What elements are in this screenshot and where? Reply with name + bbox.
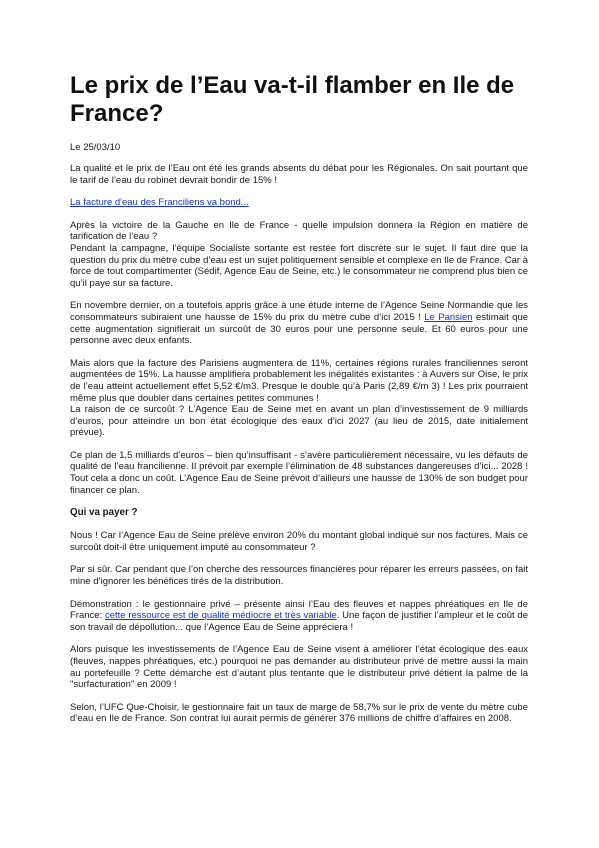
paragraph-demonstration-text: Démonstration : le gestionnaire privé – présente ainsi l’Eau des fleuves et nappes phréatiques en Ile de France: bbox=[70, 598, 528, 622]
paragraph-novembre-text: En novembre dernier, on a toutefois appris grâce à une étude interne de l’Agence Seine Normandie que les consommateurs subiraient une hausse de 15% du prix du mètre cube d’ici 2015 ! bbox=[70, 300, 528, 323]
paragraph-plan: Ce plan de 1,5 milliards d’euros – bien qu’insuffisant - s’avère particulièrement nécessaire, vu les défauts de qualité de l’eau francilienne. Il prévoit par exemple l’élimination de 48 substances dangereuses d’ici... 2028 ! Tout cela a donc un coût. L’Agence Eau de Seine prévoit d’ailleurs une hausse de 130% de son budget pour financer ce plan. bbox=[70, 449, 528, 496]
paragraph-pas-si-sur: Par si sûr. Car pendant que l’on cherche des ressources financières pour réparer les erreurs passées, on fait mine d’ignorer les bénéfices tirés de la distribution. bbox=[70, 564, 528, 588]
article bbox=[70, 72, 528, 725]
ressource-qualite-link[interactable]: cette ressource est de qualité médiocre et très variable bbox=[104, 610, 337, 622]
paragraph-novembre-text-after: estimait que cette augmentation signifierait un surcoût de 30 euros pour une personne seule. Et 60 euros pour une personne avec deux enfants. bbox=[70, 311, 529, 347]
facture-link[interactable]: La facture d'eau des Franciliens va bond... bbox=[70, 197, 249, 209]
paragraph-ufc: Selon, l’UFC Que-Choisir, le gestionnaire fait un taux de marge de 58,7% sur le prix de vente du mètre cube d’eau en Ile de France. Son contrat lui aurait permis de générer 376 millions de chiffre d’affaires en 2008. bbox=[70, 701, 528, 725]
section-heading-qui-va-payer: Qui va payer ? bbox=[70, 507, 138, 519]
paragraph-demonstration-text-after: . Une façon de justifier l’ampleur et le coût de son travail de dépollution... que l’Agence Eau de Seine appréciera ! bbox=[70, 610, 528, 633]
paragraph-investissements: Alors puisque les investissements de l’Agence Eau de Seine visent à améliorer l’état écologique des eaux (fleuves, nappes phréatiques, etc.) pourquoi ne pas demander au distributeur privé de mettre aussi la main au portefeuille ? Cette démarche est d’autant plus tentante que le distributeur privé détient la palme de la "surfacturation" en 2009 ! bbox=[70, 644, 528, 691]
paragraph-demonstration bbox=[70, 599, 528, 634]
article-date: Le 25/03/10 bbox=[70, 142, 121, 153]
paragraph-raison-surcout: La raison de ce surcoût ? L’Agence Eau de Seine met en avant un plan d’investissement de 9 milliards d’euros, pour atteindre un bon état écologique des eaux d’ici 2027 (au lieu de 2015, date initialement prévue). bbox=[70, 404, 528, 439]
paragraph-nous: Nous ! Car l’Agence Eau de Seine prélève environ 20% du montant global indiqué sur nos factures. Mais ce surcoût doit-il être uniquement imputé au consommateur ? bbox=[70, 530, 528, 553]
paragraph-campagne: Pendant la campagne, l’équipe Socialiste sortante est restée fort discrète sur le sujet. Il faut dire que la question du prix du mètre cube d’eau est un sujet politiquement sensible et complexe en Ile de France. Car à force de tout compartimenter (Sédif, Agence Eau de Seine, etc.) le consommateur ne comprend plus bien ce qu’il paye sur sa facture. bbox=[70, 242, 528, 289]
le-parisien-link[interactable]: Le Parisien bbox=[424, 311, 473, 323]
intro-paragraph: La qualité et le prix de l’Eau ont été les grands absents du débat pour les Régionales. On sait pourtant que le tarif de l’eau du robinet devrait bondir de 15% ! bbox=[70, 163, 528, 186]
paragraph-novembre bbox=[70, 300, 528, 346]
article-title: Le prix de l’Eau va-t-il flamber en Ile de France? bbox=[70, 72, 515, 127]
paragraph-victoire: Après la victoire de la Gauche en Ile de France - quelle impulsion donnera la Région en matière de tarification de l’eau ? bbox=[70, 219, 528, 243]
paragraph-facture-parisiens: Mais alors que la facture des Parisiens augmentera de 11%, certaines régions rurales franciliennes seront augmentées de 15%. La hausse amplifiera probablement les inégalités existantes : à Auvers sur Oise, le prix de l’eau atteint actuellement effet 5,52 €/m3. Presque le double qu’à Paris (2,89 €/m 3) ! Les prix pourraient même plus que doubler dans certaines petites communes ! bbox=[70, 357, 528, 404]
main-link-paragraph bbox=[70, 197, 528, 209]
